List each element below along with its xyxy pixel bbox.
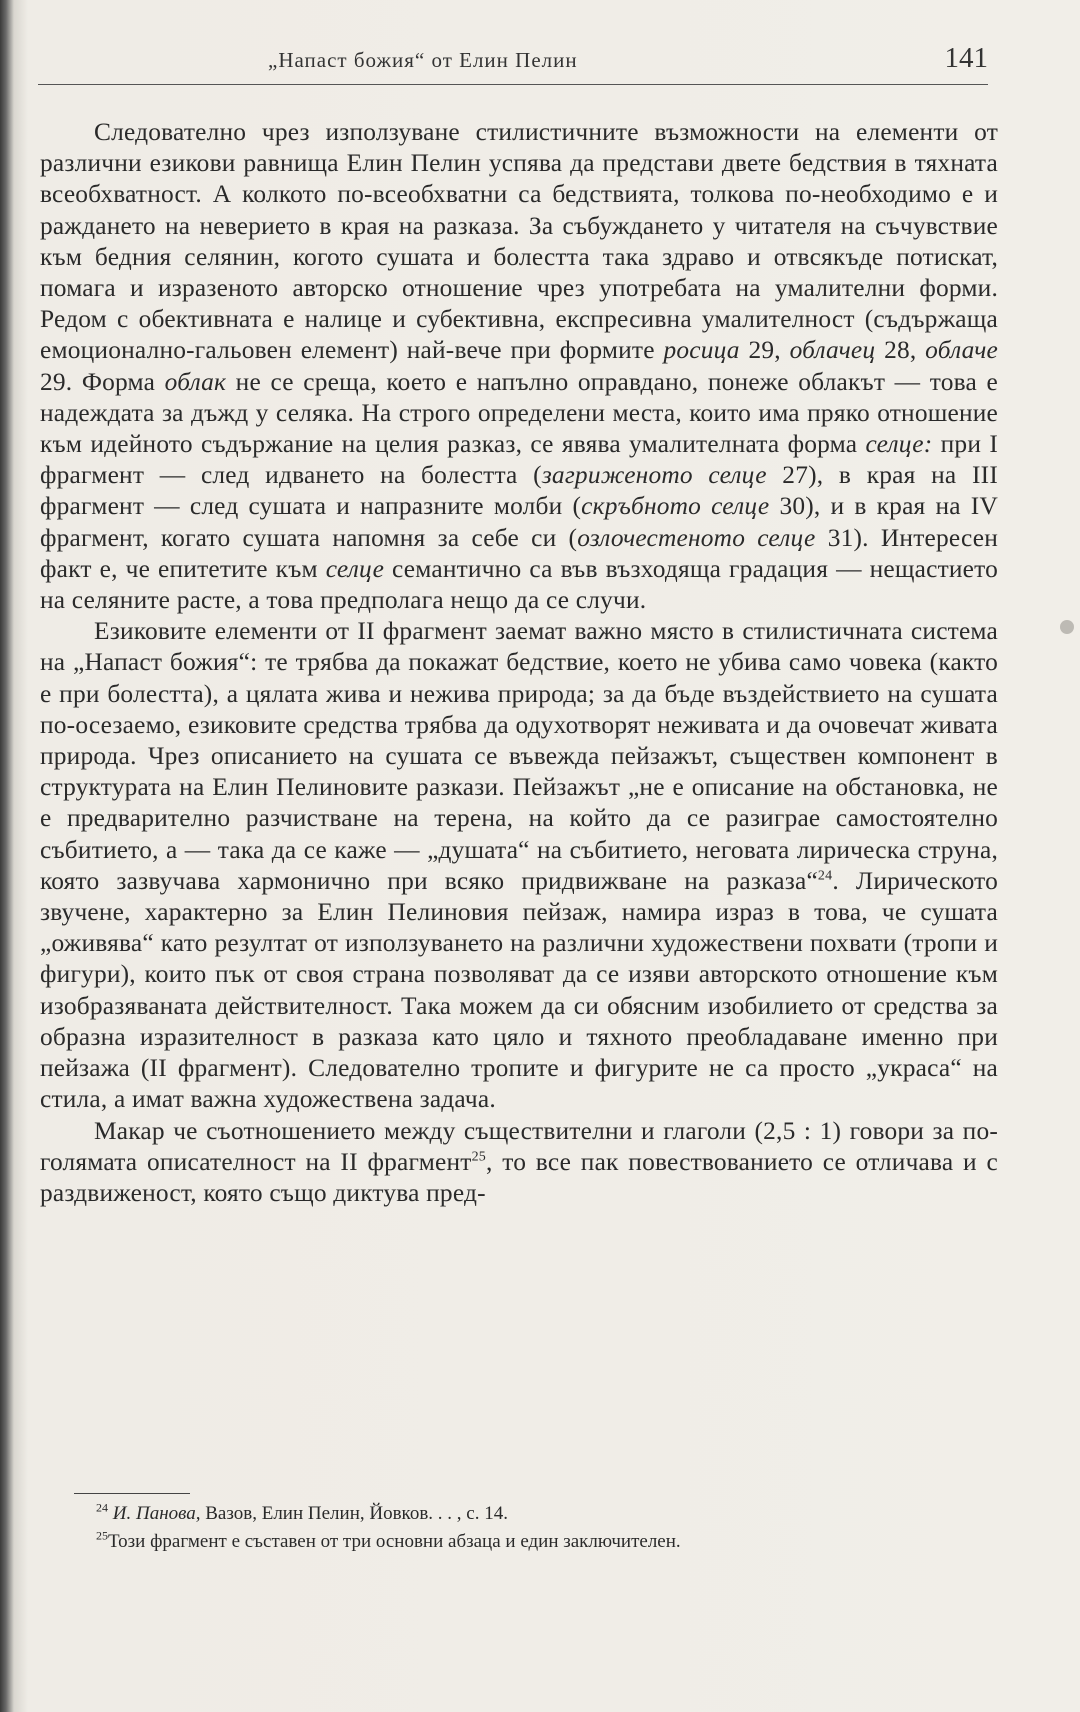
- footnote-text: Този фрагмент е съставен от три основни абзаца и един заключителен.: [108, 1531, 681, 1552]
- running-header: [38, 40, 988, 85]
- footnote-24: [96, 1500, 976, 1528]
- body-text: [40, 117, 998, 1209]
- footnotes: [96, 1500, 976, 1556]
- italic-term: загриженото селце: [541, 461, 767, 490]
- text-run: 29,: [739, 336, 790, 365]
- paragraph-2: [40, 616, 998, 1115]
- footnote-text: Вазов, Елин Пелин, Йовков. . . , с. 14.: [200, 1503, 508, 1524]
- text-run: Следователно чрез използуване стилистичните възможности на елементи от различни езикови равнища Елин Пелин успява да представи двете бедствия в тяхната всеобхватност. А колкото по-всеобхватни са бедствията, толкова по-необходимо е и раждането на неверието в края на разказа. За събуждането у читателя на съчувствие към бедния селянин, когото сушата и болестта така здраво и отвсякъде потискат, помага и изразеното авторско отношение чрез употребата на умалителни форми. Редом с обективната е налице и субективна, експресивна умалителност (съдържаща емоционално-гальовен елемент) най-вече при формите: [40, 118, 998, 365]
- text-run: 28,: [875, 336, 926, 365]
- italic-term: селце:: [865, 430, 933, 459]
- text-run: 31). Интересен факт е, че епитетите към: [40, 523, 998, 583]
- text-run: 27), в края на III фрагмент — след сушата и напразните молби (: [40, 461, 998, 521]
- text-run: 29. Форма: [40, 367, 165, 396]
- page-mark: [1060, 620, 1074, 634]
- footnote-mark: 24: [96, 1500, 108, 1515]
- italic-term: скръбното селце: [581, 492, 770, 521]
- running-title: „Напаст божия“ от Елин Пелин: [268, 48, 578, 72]
- italic-term: облачец: [789, 336, 876, 365]
- italic-term: селце: [325, 554, 385, 583]
- italic-term: облак: [164, 367, 227, 396]
- text-run: . Лирическото звучене, характерно за Елин Пелиновия пейзаж, намира израз в това, че сушата „оживява“ като резултат от използуването на различни художествени похвати (тропи и фигури), които пък от своя страна позволяват да се изяви авторското отношение към изобразяваната действителност. Така можем да си обясним изобилието от средства за образна изразителност в разказа като цяло и тяхното преобладаване именно при пейзажа (II фрагмент). Следователно тропите и фигурите не са просто „украса“ на стила, а имат важна художествена задача.: [40, 866, 998, 1114]
- paragraph-3: [40, 1116, 998, 1210]
- footnote-ref: 25: [471, 1149, 486, 1165]
- text-run: Езиковите елементи от II фрагмент заемат важно място в стилистичната система на „Напаст божия“: те трябва да покажат бедствие, което не убива само човека (както е при болестта), а цялата жива и нежива природа; за да бъде въздействието на сушата по-осезаемо, езиковите средства трябва да одухотворят неживата и да очовечат живата природа. Чрез описанието на сушата се въвежда пейзажът, съществен компонент в структурата на Елин Пелиновите разкази. Пейзажът „не е описание на обстановка, не е предварително разчистване на терена, на който да се разиграе самостоятелно събитието, а — така да се каже — „душата“ на събитието, неговата лирическа струна, която зазвучава хармонично при всяко придвижване на разказа“: [40, 617, 998, 895]
- text-run: не се среща, което е напълно оправдано, понеже облакът — това е надеждата за дъжд у селяка. На строго определени места, които има пряко отношение към идейното съдържание на целия разказ, се явява умалителната форма: [40, 367, 998, 459]
- footnote-ref: 24: [817, 868, 833, 884]
- italic-term: облаче: [925, 336, 998, 365]
- text-run: , то все пак повествованието се отличава и с раздвиженост, която също диктува пред-: [40, 1147, 999, 1207]
- text-run: Макар че съотношението между съществителни и глаголи (2,5 : 1) говори за по-голямата описателност на II фрагмент: [40, 1116, 998, 1176]
- italic-term: озлочестеното селце: [577, 523, 816, 552]
- footnote-divider: [74, 1493, 190, 1494]
- paragraph-1: [40, 117, 998, 616]
- text-run: семантично са във възходяща градация — нещастието на селяните расте, а това предполага нещо да се случи.: [40, 554, 998, 615]
- italic-term: росица: [663, 336, 740, 365]
- footnote-25: [96, 1528, 976, 1556]
- text-run: 30), и в края на IV фрагмент, когато сушата напомня за себе си (: [40, 492, 999, 552]
- footnote-author: И. Панова,: [108, 1503, 201, 1524]
- text-run: при I фрагмент — след идването на болестта (: [40, 430, 998, 490]
- footnote-mark: 25: [96, 1528, 108, 1543]
- page-number: 141: [944, 42, 988, 74]
